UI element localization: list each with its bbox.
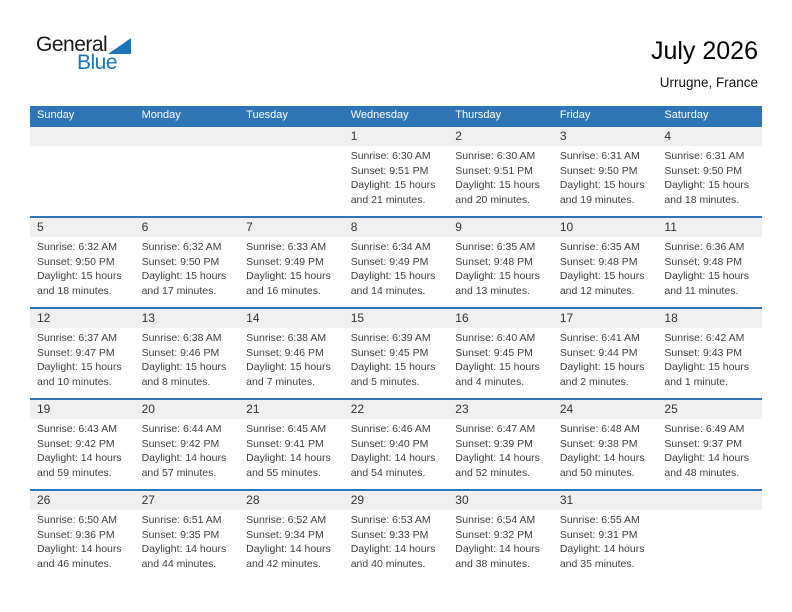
day-cell xyxy=(344,400,449,489)
day-details xyxy=(239,237,344,299)
day-details xyxy=(657,419,762,481)
daylight-text: Daylight: 14 hours and 52 minutes. xyxy=(455,452,540,480)
day-details xyxy=(657,146,762,208)
day-details xyxy=(553,237,658,299)
sunset-text: Sunset: 9:37 PM xyxy=(664,437,743,450)
sunset-text: Sunset: 9:35 PM xyxy=(141,528,220,541)
day-details xyxy=(344,419,449,481)
day-number-band xyxy=(135,309,240,328)
daylight-text: Daylight: 15 hours and 12 minutes. xyxy=(559,270,645,298)
daylight-text: Daylight: 15 hours and 17 minutes. xyxy=(141,270,227,298)
sunset-text: Sunset: 9:31 PM xyxy=(559,528,638,541)
day-number: 24 xyxy=(559,402,574,416)
sunset-text: Sunset: 9:45 PM xyxy=(350,346,429,359)
day-cell xyxy=(239,400,344,489)
sunrise-text: Sunrise: 6:35 AM xyxy=(559,241,640,253)
day-cell xyxy=(239,127,344,216)
daylight-text: Daylight: 14 hours and 44 minutes. xyxy=(141,543,227,571)
sunrise-text: Sunrise: 6:32 AM xyxy=(37,241,117,253)
day-cell xyxy=(30,491,135,580)
sunrise-text: Sunrise: 6:31 AM xyxy=(664,150,745,162)
sunset-text: Sunset: 9:49 PM xyxy=(246,255,324,268)
sunset-text: Sunset: 9:38 PM xyxy=(559,437,638,450)
daylight-text: Daylight: 14 hours and 59 minutes. xyxy=(37,452,122,480)
daylight-text: Daylight: 14 hours and 48 minutes. xyxy=(664,452,750,480)
day-number: 23 xyxy=(455,402,469,416)
day-details xyxy=(553,328,658,390)
calendar-grid xyxy=(30,106,762,580)
sunrise-text: Sunrise: 6:38 AM xyxy=(246,332,327,344)
daylight-text: Daylight: 15 hours and 10 minutes. xyxy=(37,361,122,389)
weekday-header-label: Sunday xyxy=(37,109,75,121)
day-number: 9 xyxy=(455,220,462,234)
sunset-text: Sunset: 9:42 PM xyxy=(37,437,115,450)
day-number-band xyxy=(344,218,449,237)
day-number: 28 xyxy=(246,493,260,507)
day-number: 25 xyxy=(664,402,678,416)
sunset-text: Sunset: 9:49 PM xyxy=(350,255,429,268)
weekday-header-row xyxy=(30,106,762,125)
day-number: 7 xyxy=(246,220,253,234)
day-number-band xyxy=(135,491,240,510)
day-number: 8 xyxy=(350,220,358,234)
weekday-header-label: Friday xyxy=(559,109,591,121)
sunset-text: Sunset: 9:50 PM xyxy=(559,164,638,177)
daylight-text: Daylight: 15 hours and 18 minutes. xyxy=(664,179,750,207)
day-cell xyxy=(553,127,658,216)
sunset-text: Sunset: 9:41 PM xyxy=(246,437,324,450)
sunset-text: Sunset: 9:45 PM xyxy=(455,346,533,359)
sunset-text: Sunset: 9:48 PM xyxy=(559,255,638,268)
day-details xyxy=(30,510,135,572)
sunrise-text: Sunrise: 6:37 AM xyxy=(37,332,117,344)
day-cell xyxy=(553,309,658,398)
day-cell xyxy=(30,309,135,398)
calendar-weeks xyxy=(30,125,762,580)
sunset-text: Sunset: 9:44 PM xyxy=(559,346,638,359)
day-cell xyxy=(657,309,762,398)
week-row xyxy=(30,216,762,307)
day-details xyxy=(344,328,449,390)
day-cell xyxy=(239,218,344,307)
day-details xyxy=(448,328,553,390)
day-number-band xyxy=(448,491,553,510)
day-number: 10 xyxy=(559,220,574,234)
daylight-text: Daylight: 14 hours and 38 minutes. xyxy=(455,543,540,571)
day-cell xyxy=(30,218,135,307)
sunrise-text: Sunrise: 6:39 AM xyxy=(350,332,431,344)
daylight-text: Daylight: 15 hours and 1 minute. xyxy=(664,361,750,389)
day-number-band xyxy=(239,400,344,419)
day-number: 13 xyxy=(141,311,155,325)
day-cell xyxy=(553,218,658,307)
sunrise-text: Sunrise: 6:55 AM xyxy=(559,514,640,526)
sunrise-text: Sunrise: 6:46 AM xyxy=(350,423,431,435)
sunrise-text: Sunrise: 6:30 AM xyxy=(350,150,431,162)
daylight-text: Daylight: 15 hours and 2 minutes. xyxy=(559,361,645,389)
daylight-text: Daylight: 14 hours and 54 minutes. xyxy=(350,452,436,480)
sunset-text: Sunset: 9:46 PM xyxy=(141,346,220,359)
day-number-band xyxy=(30,309,135,328)
daylight-text: Daylight: 15 hours and 11 minutes. xyxy=(664,270,750,298)
day-number: 26 xyxy=(37,493,51,507)
day-details xyxy=(30,237,135,299)
daylight-text: Daylight: 15 hours and 21 minutes. xyxy=(350,179,436,207)
day-details xyxy=(30,328,135,390)
day-details xyxy=(344,146,449,208)
sunset-text: Sunset: 9:48 PM xyxy=(664,255,743,268)
daylight-text: Daylight: 14 hours and 42 minutes. xyxy=(246,543,331,571)
sunset-text: Sunset: 9:48 PM xyxy=(455,255,533,268)
day-number-band xyxy=(30,218,135,237)
sunset-text: Sunset: 9:40 PM xyxy=(350,437,429,450)
day-cell xyxy=(344,218,449,307)
day-cell xyxy=(239,491,344,580)
day-number: 17 xyxy=(559,311,574,325)
day-number-band xyxy=(553,218,658,237)
day-number: 29 xyxy=(350,493,365,507)
day-number: 3 xyxy=(559,129,567,143)
daylight-text: Daylight: 14 hours and 57 minutes. xyxy=(141,452,227,480)
day-details xyxy=(448,146,553,208)
daylight-text: Daylight: 15 hours and 14 minutes. xyxy=(350,270,436,298)
day-number-band xyxy=(657,218,762,237)
day-cell xyxy=(657,218,762,307)
general-blue-logo xyxy=(36,34,131,73)
day-number: 19 xyxy=(37,402,51,416)
day-number-band xyxy=(239,309,344,328)
weekday-header-label: Wednesday xyxy=(350,109,409,121)
day-number: 15 xyxy=(350,311,365,325)
day-cell xyxy=(448,400,553,489)
day-number-band xyxy=(657,400,762,419)
day-details xyxy=(135,146,240,149)
week-row xyxy=(30,125,762,216)
day-cell xyxy=(30,127,135,216)
sunset-text: Sunset: 9:50 PM xyxy=(664,164,743,177)
daylight-text: Daylight: 15 hours and 13 minutes. xyxy=(455,270,540,298)
day-number-band xyxy=(657,491,762,510)
day-number: 5 xyxy=(37,220,44,234)
sunset-text: Sunset: 9:34 PM xyxy=(246,528,324,541)
sunset-text: Sunset: 9:50 PM xyxy=(37,255,115,268)
daylight-text: Daylight: 14 hours and 35 minutes. xyxy=(559,543,645,571)
day-cell xyxy=(657,400,762,489)
weekday-header-label: Thursday xyxy=(455,109,502,121)
day-details xyxy=(553,146,658,208)
week-row xyxy=(30,307,762,398)
sunset-text: Sunset: 9:51 PM xyxy=(455,164,533,177)
day-number-band xyxy=(448,400,553,419)
daylight-text: Daylight: 15 hours and 19 minutes. xyxy=(559,179,645,207)
day-number-band xyxy=(30,127,135,146)
sunrise-text: Sunrise: 6:48 AM xyxy=(559,423,640,435)
day-number: 30 xyxy=(455,493,469,507)
day-cell xyxy=(553,491,658,580)
day-number: 31 xyxy=(559,493,574,507)
sunrise-text: Sunrise: 6:51 AM xyxy=(141,514,222,526)
title-block xyxy=(651,38,758,90)
day-cell xyxy=(448,127,553,216)
weekday-header-label: Monday xyxy=(141,109,181,121)
sunset-text: Sunset: 9:51 PM xyxy=(350,164,429,177)
sunrise-text: Sunrise: 6:49 AM xyxy=(664,423,745,435)
day-cell xyxy=(135,127,240,216)
day-number: 4 xyxy=(664,129,672,143)
day-number-band xyxy=(135,218,240,237)
daylight-text: Daylight: 15 hours and 4 minutes. xyxy=(455,361,540,389)
day-cell xyxy=(30,400,135,489)
daylight-text: Daylight: 15 hours and 18 minutes. xyxy=(37,270,122,298)
day-number: 11 xyxy=(664,220,677,234)
sunrise-text: Sunrise: 6:45 AM xyxy=(246,423,327,435)
day-cell xyxy=(448,309,553,398)
sunset-text: Sunset: 9:42 PM xyxy=(141,437,220,450)
sunrise-text: Sunrise: 6:33 AM xyxy=(246,241,327,253)
sunrise-text: Sunrise: 6:44 AM xyxy=(141,423,222,435)
sunrise-text: Sunrise: 6:35 AM xyxy=(455,241,536,253)
day-details xyxy=(135,328,240,390)
day-number: 16 xyxy=(455,311,469,325)
day-details xyxy=(239,419,344,481)
day-number: 2 xyxy=(455,129,462,143)
page-header xyxy=(0,0,792,106)
sunrise-text: Sunrise: 6:30 AM xyxy=(455,150,536,162)
day-number-band xyxy=(344,400,449,419)
daylight-text: Daylight: 15 hours and 16 minutes. xyxy=(246,270,331,298)
day-cell xyxy=(657,491,762,580)
daylight-text: Daylight: 15 hours and 7 minutes. xyxy=(246,361,331,389)
sunset-text: Sunset: 9:50 PM xyxy=(141,255,220,268)
day-cell xyxy=(344,309,449,398)
day-details xyxy=(657,510,762,513)
week-row xyxy=(30,489,762,580)
sunset-text: Sunset: 9:39 PM xyxy=(455,437,533,450)
sunrise-text: Sunrise: 6:41 AM xyxy=(559,332,640,344)
day-details xyxy=(657,237,762,299)
day-details xyxy=(448,510,553,572)
logo-text-general: General xyxy=(36,33,108,56)
sunrise-text: Sunrise: 6:40 AM xyxy=(455,332,536,344)
day-details xyxy=(448,419,553,481)
sunset-text: Sunset: 9:43 PM xyxy=(664,346,743,359)
daylight-text: Daylight: 14 hours and 40 minutes. xyxy=(350,543,436,571)
sunrise-text: Sunrise: 6:43 AM xyxy=(37,423,117,435)
day-details xyxy=(239,510,344,572)
day-details xyxy=(30,419,135,481)
day-cell xyxy=(448,491,553,580)
sunrise-text: Sunrise: 6:32 AM xyxy=(141,241,222,253)
day-number-band xyxy=(553,400,658,419)
day-number-band xyxy=(30,491,135,510)
day-cell xyxy=(239,309,344,398)
daylight-text: Daylight: 15 hours and 8 minutes. xyxy=(141,361,227,389)
sunrise-text: Sunrise: 6:50 AM xyxy=(37,514,117,526)
day-number: 21 xyxy=(246,402,260,416)
day-details xyxy=(239,328,344,390)
day-details xyxy=(30,146,135,149)
day-details xyxy=(553,419,658,481)
sunrise-text: Sunrise: 6:42 AM xyxy=(664,332,745,344)
sunrise-text: Sunrise: 6:53 AM xyxy=(350,514,431,526)
day-number-band xyxy=(30,400,135,419)
sunset-text: Sunset: 9:33 PM xyxy=(350,528,429,541)
day-number: 20 xyxy=(141,402,155,416)
day-number: 18 xyxy=(664,311,678,325)
sunrise-text: Sunrise: 6:38 AM xyxy=(141,332,222,344)
daylight-text: Daylight: 14 hours and 46 minutes. xyxy=(37,543,122,571)
day-cell xyxy=(135,309,240,398)
daylight-text: Daylight: 14 hours and 50 minutes. xyxy=(559,452,645,480)
day-details xyxy=(135,510,240,572)
sunrise-text: Sunrise: 6:47 AM xyxy=(455,423,536,435)
day-number-band xyxy=(135,127,240,146)
day-number: 1 xyxy=(350,129,358,143)
day-number-band xyxy=(344,309,449,328)
day-cell xyxy=(553,400,658,489)
day-number-band xyxy=(448,218,553,237)
day-number-band xyxy=(657,127,762,146)
day-cell xyxy=(135,491,240,580)
day-details xyxy=(135,237,240,299)
logo-text-blue: Blue xyxy=(77,51,118,74)
sunrise-text: Sunrise: 6:31 AM xyxy=(559,150,640,162)
sunrise-text: Sunrise: 6:34 AM xyxy=(350,241,431,253)
day-number-band xyxy=(239,218,344,237)
day-number-band xyxy=(448,309,553,328)
day-number: 22 xyxy=(350,402,365,416)
day-details xyxy=(553,510,658,572)
day-number-band xyxy=(448,127,553,146)
sunrise-text: Sunrise: 6:36 AM xyxy=(664,241,745,253)
day-number: 12 xyxy=(37,311,51,325)
location-subtitle: Urrugne, France xyxy=(659,74,758,90)
day-cell xyxy=(344,491,449,580)
day-details xyxy=(239,146,344,149)
day-cell xyxy=(135,218,240,307)
day-cell xyxy=(344,127,449,216)
day-number-band xyxy=(135,400,240,419)
week-row xyxy=(30,398,762,489)
sunset-text: Sunset: 9:47 PM xyxy=(37,346,115,359)
day-number: 14 xyxy=(246,311,260,325)
day-details xyxy=(344,510,449,572)
day-number-band xyxy=(239,127,344,146)
sunset-text: Sunset: 9:46 PM xyxy=(246,346,324,359)
day-number-band xyxy=(344,491,449,510)
sunset-text: Sunset: 9:32 PM xyxy=(455,528,533,541)
day-number: 6 xyxy=(141,220,149,234)
day-details xyxy=(344,237,449,299)
day-number-band xyxy=(553,491,658,510)
weekday-header-label: Saturday xyxy=(664,109,709,121)
day-cell xyxy=(657,127,762,216)
sunrise-text: Sunrise: 6:54 AM xyxy=(455,514,536,526)
day-details xyxy=(448,237,553,299)
weekday-header-label: Tuesday xyxy=(246,109,288,121)
day-number-band xyxy=(553,309,658,328)
day-details xyxy=(135,419,240,481)
day-details xyxy=(657,328,762,390)
day-number-band xyxy=(239,491,344,510)
daylight-text: Daylight: 15 hours and 5 minutes. xyxy=(350,361,436,389)
daylight-text: Daylight: 15 hours and 20 minutes. xyxy=(455,179,540,207)
sunset-text: Sunset: 9:36 PM xyxy=(37,528,115,541)
day-number-band xyxy=(344,127,449,146)
day-number-band xyxy=(553,127,658,146)
daylight-text: Daylight: 14 hours and 55 minutes. xyxy=(246,452,331,480)
day-cell xyxy=(135,400,240,489)
month-title: July 2026 xyxy=(650,37,758,65)
day-number: 27 xyxy=(141,493,155,507)
sunrise-text: Sunrise: 6:52 AM xyxy=(246,514,327,526)
day-cell xyxy=(448,218,553,307)
day-number-band xyxy=(657,309,762,328)
